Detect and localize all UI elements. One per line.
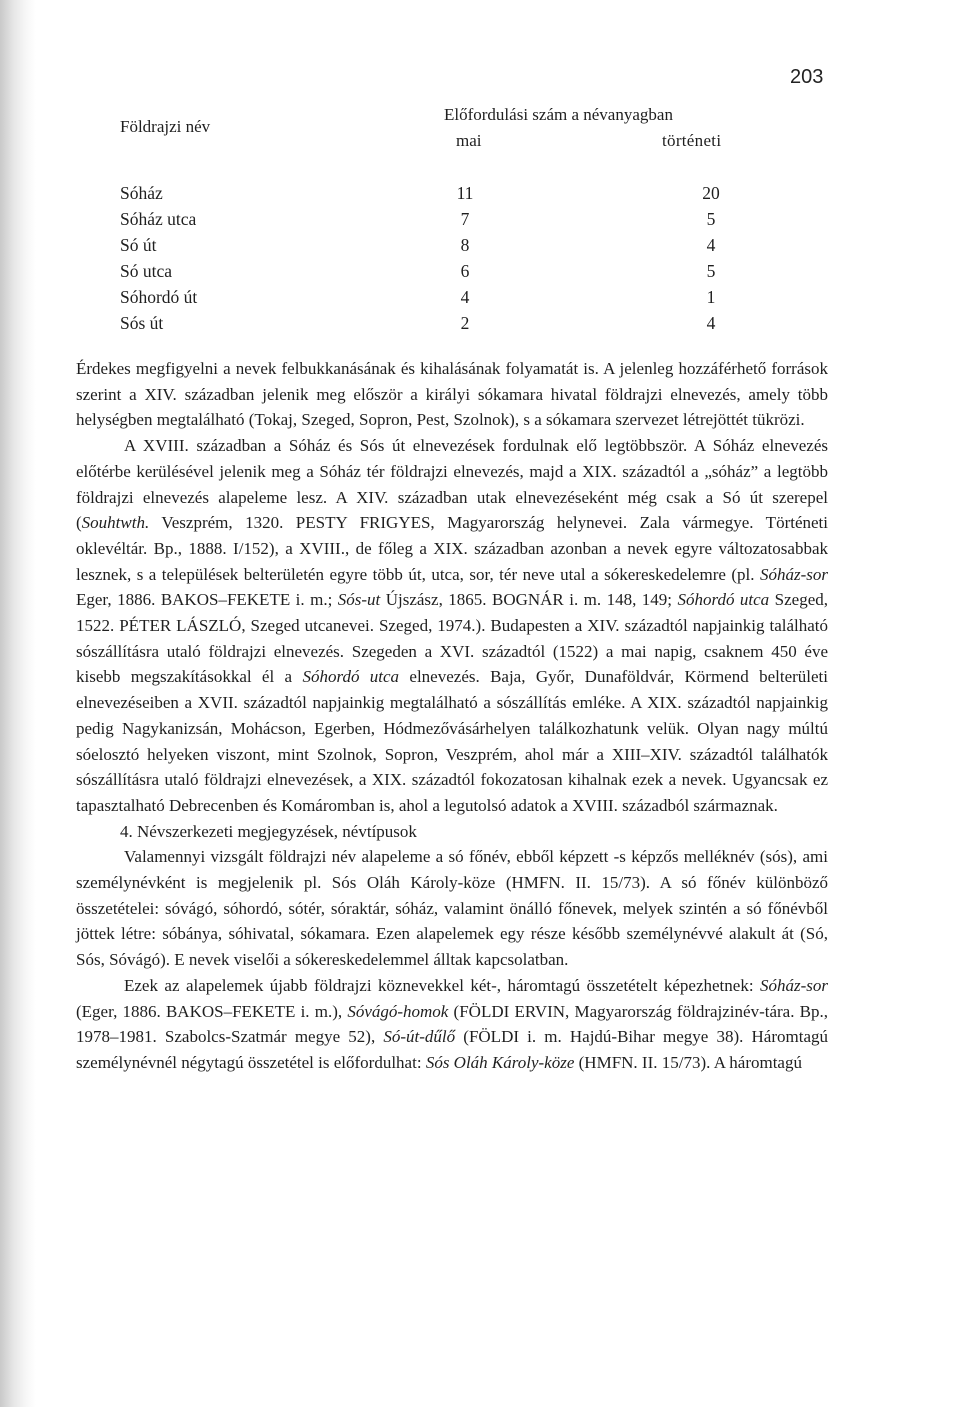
text-run: A XVIII. században a Sóház és Sós út elnevezések fordulnak elő legtöbbször. A Sóház elnevezés előtérbe kerülésével jelenik meg a Sóház tér földrajzi elnevezés, majd a XIX. századtól a „sóház” a legtöbb földrajzi elnevezés alapeleme lesz. A XIV. században utak elnevezéseként még csak a Só út szerepel ( [76,436,828,533]
text-run: Szeged, 1522. PÉTER LÁSZLÓ, Szeged utcanevei. Szeged, 1974.). Budapesten a XIV. századtól napjainkig található sószállításra utaló földrajzi elnevezés. Szegeden a XVI. századtól (1522) a mai napig, csaknem 450 éve kisebb megszakításokkal él a [76,590,828,687]
count-mai: 7 [460,209,470,229]
count-torteneti: 4 [706,235,716,255]
count-torteneti: 4 [706,313,716,333]
italic-citation: Sóhordó utca [302,667,400,687]
place-name-table [120,180,760,336]
count-mai: 11 [456,183,474,203]
page-number: 203 [790,66,824,88]
count-torteneti: 1 [706,287,716,307]
paragraph: Valamennyi vizsgált földrajzi név alapeleme a só főnév, ebből képzett -s képzős melléknév (sós), ami személynévként is megjelenik pl. Sós Oláh Károly-köze (HMFN. II. 15/73). A só főnév különböző összetételei: sóvágó, sóhordó, sótér, sóraktár, sóház, valamint önálló főnevek, melyek szintén a só főnévből jöttek létre: sóbánya, sóhivatal, sókamara. Ezen alapelemek egy része később személynévvé alakult át (Só, Sós, Sóvágó). E nevek viselői a sókereskedelemmel álltak kapcsolatban. [76,847,828,970]
italic-citation: Sóhordó utca [677,590,770,610]
paragraph [76,973,828,1076]
table-row [120,180,760,206]
italic-citation: Sóház-sor [759,564,828,584]
paragraph: Érdekes megfigyelni a nevek felbukkanásának és kihalásának folyamatát is. A jelenleg hozzáférhető források szerint a XIV. században jelenik meg először a királyi sókamara hivatal földrajzi elnevezés, amely több helységben megtalálható (Tokaj, Szeged, Sopron, Pest, Szolnok), s a sókamara szervezet létrejöttét tükrözi. [76,359,828,430]
place-name: Sós út [120,313,164,333]
page-binding-edge [0,0,36,1407]
text-run: (HMFN. II. 15/73). A háromtagú [574,1052,802,1072]
text-run: (Eger, 1886. BAKOS–FEKETE i. m.), [76,1001,348,1021]
place-name: Só út [120,235,157,255]
text-run: Eger, 1886. BAKOS–FEKETE i. m.; [76,590,338,610]
table-row [120,232,760,258]
text-run: Veszprém, 1320. PESTY FRIGYES, Magyarország helynevei. Zala vármegye. Történeti oklevéltár. Bp., 1888. I/152), a XVIII., de főleg a XIX. században azonban a nevek egyre változatosabbak lesznek, s a települések belterületén egyre több út, utca, sor, tér neve utal a sókereskedelemre (pl. [76,513,828,584]
text-run: Ezek az alapelemek újabb földrajzi köznevekkel két-, háromtagú összetételt képezhetnek: [124,975,760,995]
italic-citation: Sós-ut [337,590,381,610]
italic-citation: Sóvágó-homok [347,1001,449,1021]
count-torteneti: 5 [706,261,716,281]
count-mai: 2 [460,313,470,333]
text-run: Újszász, 1865. BOGNÁR i. m. 148, 149; [380,590,678,610]
count-mai: 6 [460,261,470,281]
table-header-torteneti: történeti [662,131,722,150]
count-torteneti: 5 [706,209,716,229]
italic-citation: Só-út-dűlő [383,1027,456,1047]
text-run: (FÖLDI ERVIN, Magyarország földrajzinév-tára. Bp., 1978–1981. Szabolcs-Szatmár megye 52), [76,1001,828,1047]
text-run: elnevezés. Baja, Győr, Dunaföldvár, Körmend belterületi elnevezéseiben a XVII. századtól napjainkig megtalálható a sószállítás emléke. A XIX. századtól napjainkig pedig Nagykanizsán, Mohácson, Egerben, Hódmezővásárhelyen találkozhatunk velük. Olyan nagy múltú sóelosztó helyeken viszont, mint Szolnok, Sopron, Veszprém, ahol már a XIII–XIV. századtól találhatók sószállításra utaló földrajzi elnevezések, a XIX. századtól fokozatosan kihalnak ezek a nevek. Ugyancsak ez tapasztalható Debrecenben és Komáromban is, ahol a legutolsó adatok a XVIII. századból származnak. [76,667,828,815]
table-header-mai: mai [456,131,482,150]
place-name: Sóház [120,183,163,203]
count-mai: 4 [460,287,470,307]
table-row [120,206,760,232]
paragraph [76,433,828,819]
table-header-name: Földrajzi név [120,117,211,136]
table-header-group: Előfordulási szám a névanyagban [444,105,673,124]
text-run: (FÖLDI i. m. Hajdú-Bihar megye 38). Háromtagú személynévnél négytagú összetétel is előfordulhat: [76,1027,829,1072]
count-torteneti: 20 [702,183,720,203]
count-mai: 8 [460,235,470,255]
table-row [120,310,760,336]
table-row [120,258,760,284]
place-name: Sóhordó út [120,287,198,307]
italic-citation: Sós Oláh Károly-köze [425,1052,575,1072]
body-text [76,356,828,1076]
place-name: Sóház utca [120,209,197,229]
italic-citation: Sóház-sor [759,975,828,995]
section-heading: 4. Névszerkezeti megjegyzések, névtípusok [120,821,417,841]
table-row [120,284,760,310]
place-name: Só utca [120,261,173,281]
italic-citation: Souhtwth. [81,513,150,533]
